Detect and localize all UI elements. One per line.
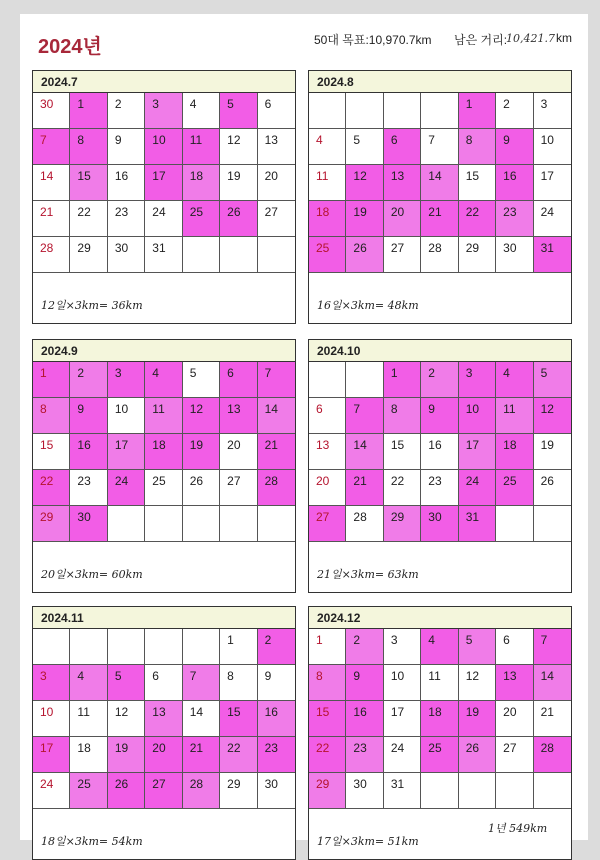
day-cell: 3	[384, 629, 421, 665]
day-cell	[459, 773, 496, 809]
day-cell: 26	[346, 237, 383, 273]
day-cell: 9	[258, 665, 295, 701]
day-cell: 16	[496, 165, 533, 201]
day-cell: 29	[309, 773, 346, 809]
day-cell: 10	[459, 398, 496, 434]
month-label: 2024.8	[309, 71, 571, 93]
day-cell	[33, 629, 70, 665]
day-cell: 21	[421, 201, 458, 237]
day-cell: 24	[33, 773, 70, 809]
day-cell: 28	[258, 470, 295, 506]
day-cell: 27	[145, 773, 182, 809]
day-cell: 30	[258, 773, 295, 809]
day-cell: 7	[33, 129, 70, 165]
day-cell: 22	[309, 737, 346, 773]
monthly-distance-note: 18일×3km= 54km	[41, 835, 143, 848]
day-cell: 6	[384, 129, 421, 165]
remaining-value: 10,421.7	[506, 32, 555, 45]
day-cell: 11	[183, 129, 220, 165]
day-cell: 2	[421, 362, 458, 398]
day-cell: 16	[421, 434, 458, 470]
monthly-distance-note: 17일×3km= 51km	[317, 835, 419, 848]
day-cell: 2	[108, 93, 145, 129]
day-cell: 6	[220, 362, 257, 398]
day-cell: 22	[220, 737, 257, 773]
day-cell: 14	[346, 434, 383, 470]
day-cell: 17	[145, 165, 182, 201]
day-cell: 5	[534, 362, 571, 398]
day-cell: 16	[108, 165, 145, 201]
goal-text: 50대 목표:10,970.7km	[314, 33, 432, 47]
day-cell: 27	[220, 470, 257, 506]
day-cell: 24	[459, 470, 496, 506]
day-cell: 21	[183, 737, 220, 773]
day-cell: 2	[346, 629, 383, 665]
day-cell: 9	[421, 398, 458, 434]
day-grid	[309, 629, 571, 809]
day-cell: 1	[459, 93, 496, 129]
day-cell: 13	[384, 165, 421, 201]
day-cell: 4	[183, 93, 220, 129]
day-cell: 2	[496, 93, 533, 129]
day-cell: 8	[33, 398, 70, 434]
day-cell: 11	[70, 701, 107, 737]
day-cell	[346, 93, 383, 129]
day-cell: 7	[534, 629, 571, 665]
day-cell: 23	[346, 737, 383, 773]
day-cell: 15	[309, 701, 346, 737]
day-cell: 9	[496, 129, 533, 165]
day-cell: 10	[534, 129, 571, 165]
day-cell	[145, 506, 182, 542]
day-cell: 26	[108, 773, 145, 809]
day-cell: 3	[145, 93, 182, 129]
day-cell: 12	[346, 165, 383, 201]
day-grid	[309, 362, 571, 542]
day-cell: 12	[220, 129, 257, 165]
month-label: 2024.11	[33, 607, 295, 629]
day-cell: 24	[534, 201, 571, 237]
day-cell: 11	[309, 165, 346, 201]
month-label: 2024.9	[33, 340, 295, 362]
day-cell: 1	[70, 93, 107, 129]
day-cell: 18	[183, 165, 220, 201]
day-cell: 29	[384, 506, 421, 542]
day-cell: 23	[421, 470, 458, 506]
monthly-distance-note: 16일×3km= 48km	[317, 299, 419, 312]
day-cell: 3	[459, 362, 496, 398]
day-cell: 15	[459, 165, 496, 201]
day-grid	[33, 362, 295, 542]
day-cell: 7	[346, 398, 383, 434]
day-cell: 31	[534, 237, 571, 273]
day-cell	[534, 773, 571, 809]
day-cell	[145, 629, 182, 665]
day-cell: 12	[108, 701, 145, 737]
day-cell: 20	[496, 701, 533, 737]
day-cell: 3	[108, 362, 145, 398]
day-cell	[421, 93, 458, 129]
day-cell: 16	[70, 434, 107, 470]
month-block-november	[32, 606, 296, 860]
day-cell: 27	[384, 237, 421, 273]
day-cell: 18	[70, 737, 107, 773]
day-cell: 31	[384, 773, 421, 809]
day-cell: 28	[346, 506, 383, 542]
month-label: 2024.7	[33, 71, 295, 93]
day-cell: 12	[459, 665, 496, 701]
day-cell: 18	[496, 434, 533, 470]
day-cell	[258, 237, 295, 273]
day-cell: 27	[258, 201, 295, 237]
day-cell: 5	[183, 362, 220, 398]
day-cell: 9	[346, 665, 383, 701]
day-cell: 31	[459, 506, 496, 542]
day-cell: 21	[258, 434, 295, 470]
day-cell: 26	[534, 470, 571, 506]
day-cell: 20	[384, 201, 421, 237]
day-cell: 17	[108, 434, 145, 470]
day-cell: 14	[421, 165, 458, 201]
day-cell: 13	[309, 434, 346, 470]
day-cell: 14	[183, 701, 220, 737]
day-cell: 25	[145, 470, 182, 506]
day-cell: 15	[33, 434, 70, 470]
day-cell: 21	[534, 701, 571, 737]
day-cell: 30	[421, 506, 458, 542]
day-cell: 17	[534, 165, 571, 201]
day-cell: 13	[258, 129, 295, 165]
day-cell: 5	[220, 93, 257, 129]
day-cell	[183, 629, 220, 665]
day-cell: 10	[145, 129, 182, 165]
day-cell: 30	[496, 237, 533, 273]
day-cell: 19	[459, 701, 496, 737]
day-cell	[309, 362, 346, 398]
day-cell	[496, 773, 533, 809]
day-cell	[220, 237, 257, 273]
day-cell: 20	[258, 165, 295, 201]
day-cell: 26	[183, 470, 220, 506]
month-block-july	[32, 70, 296, 324]
day-cell: 6	[496, 629, 533, 665]
day-cell: 22	[384, 470, 421, 506]
month-block-october	[308, 339, 572, 593]
day-cell: 10	[108, 398, 145, 434]
day-cell: 28	[183, 773, 220, 809]
day-cell: 7	[183, 665, 220, 701]
day-cell: 13	[220, 398, 257, 434]
day-cell: 17	[33, 737, 70, 773]
day-cell: 10	[33, 701, 70, 737]
day-cell: 17	[459, 434, 496, 470]
day-cell: 14	[534, 665, 571, 701]
month-block-september	[32, 339, 296, 593]
day-cell: 1	[384, 362, 421, 398]
day-cell: 25	[183, 201, 220, 237]
day-cell: 4	[70, 665, 107, 701]
day-cell	[108, 629, 145, 665]
day-cell: 30	[108, 237, 145, 273]
day-cell	[183, 237, 220, 273]
day-cell: 23	[258, 737, 295, 773]
day-cell: 25	[496, 470, 533, 506]
monthly-distance-note: 12일×3km= 36km	[41, 299, 143, 312]
day-cell	[108, 506, 145, 542]
day-cell	[309, 93, 346, 129]
day-cell: 19	[108, 737, 145, 773]
day-grid	[33, 629, 295, 809]
day-cell: 22	[459, 201, 496, 237]
day-cell: 12	[183, 398, 220, 434]
day-cell: 24	[145, 201, 182, 237]
day-cell: 4	[496, 362, 533, 398]
month-label: 2024.12	[309, 607, 571, 629]
day-cell: 26	[459, 737, 496, 773]
day-cell: 24	[108, 470, 145, 506]
day-cell: 19	[346, 201, 383, 237]
day-cell: 26	[220, 201, 257, 237]
day-cell: 29	[220, 773, 257, 809]
day-cell: 25	[421, 737, 458, 773]
day-cell: 28	[421, 237, 458, 273]
day-cell: 15	[220, 701, 257, 737]
day-cell: 11	[145, 398, 182, 434]
day-cell	[183, 506, 220, 542]
day-cell: 23	[496, 201, 533, 237]
day-cell: 7	[421, 129, 458, 165]
day-cell: 4	[145, 362, 182, 398]
monthly-distance-note: 20일×3km= 60km	[41, 568, 143, 581]
day-cell: 3	[534, 93, 571, 129]
day-cell: 8	[384, 398, 421, 434]
month-block-august	[308, 70, 572, 324]
day-cell: 20	[145, 737, 182, 773]
day-cell: 19	[534, 434, 571, 470]
day-cell: 29	[33, 506, 70, 542]
day-cell: 10	[384, 665, 421, 701]
day-cell: 20	[220, 434, 257, 470]
day-cell: 15	[70, 165, 107, 201]
day-cell: 5	[346, 129, 383, 165]
day-cell: 25	[309, 237, 346, 273]
day-cell: 1	[33, 362, 70, 398]
day-cell: 28	[534, 737, 571, 773]
day-cell: 11	[496, 398, 533, 434]
day-cell: 28	[33, 237, 70, 273]
remaining-label: 남은 거리:	[454, 33, 508, 47]
month-label: 2024.10	[309, 340, 571, 362]
day-cell	[70, 629, 107, 665]
day-cell	[534, 506, 571, 542]
day-cell: 25	[70, 773, 107, 809]
day-cell: 22	[33, 470, 70, 506]
day-cell: 24	[384, 737, 421, 773]
day-cell: 4	[421, 629, 458, 665]
day-cell: 18	[145, 434, 182, 470]
day-cell: 9	[70, 398, 107, 434]
day-cell: 30	[346, 773, 383, 809]
day-grid	[33, 93, 295, 273]
day-cell: 30	[33, 93, 70, 129]
day-cell: 19	[220, 165, 257, 201]
day-cell: 18	[309, 201, 346, 237]
day-cell: 3	[33, 665, 70, 701]
day-cell: 27	[496, 737, 533, 773]
day-cell: 14	[33, 165, 70, 201]
day-cell: 4	[309, 129, 346, 165]
day-cell: 29	[459, 237, 496, 273]
day-cell: 16	[346, 701, 383, 737]
day-cell	[421, 773, 458, 809]
day-cell: 17	[384, 701, 421, 737]
day-cell: 13	[496, 665, 533, 701]
remaining-unit: km	[556, 31, 572, 45]
day-cell: 11	[421, 665, 458, 701]
day-cell: 7	[258, 362, 295, 398]
day-cell: 30	[70, 506, 107, 542]
day-cell: 8	[70, 129, 107, 165]
day-cell: 20	[309, 470, 346, 506]
day-cell: 21	[33, 201, 70, 237]
day-cell: 8	[309, 665, 346, 701]
monthly-distance-note: 21일×3km= 63km	[317, 568, 419, 581]
day-cell: 22	[70, 201, 107, 237]
day-cell: 9	[108, 129, 145, 165]
day-cell: 5	[459, 629, 496, 665]
calendar-sheet	[20, 14, 588, 848]
day-cell: 8	[220, 665, 257, 701]
day-cell: 19	[183, 434, 220, 470]
day-cell: 31	[145, 237, 182, 273]
page-title: 2024년	[38, 36, 102, 58]
day-cell: 23	[70, 470, 107, 506]
day-cell: 6	[258, 93, 295, 129]
yearly-total-note: 1년 549km	[488, 822, 548, 835]
day-cell: 14	[258, 398, 295, 434]
day-cell: 23	[108, 201, 145, 237]
day-cell: 21	[346, 470, 383, 506]
day-cell	[496, 506, 533, 542]
day-cell: 15	[384, 434, 421, 470]
day-cell: 29	[70, 237, 107, 273]
day-grid	[309, 93, 571, 273]
day-cell	[258, 506, 295, 542]
day-cell: 13	[145, 701, 182, 737]
day-cell	[220, 506, 257, 542]
day-cell: 6	[145, 665, 182, 701]
day-cell: 1	[309, 629, 346, 665]
day-cell: 2	[258, 629, 295, 665]
day-cell	[384, 93, 421, 129]
day-cell: 27	[309, 506, 346, 542]
day-cell: 8	[459, 129, 496, 165]
day-cell: 18	[421, 701, 458, 737]
day-cell: 16	[258, 701, 295, 737]
day-cell: 5	[108, 665, 145, 701]
day-cell: 2	[70, 362, 107, 398]
day-cell: 6	[309, 398, 346, 434]
day-cell: 1	[220, 629, 257, 665]
day-cell: 12	[534, 398, 571, 434]
day-cell	[346, 362, 383, 398]
